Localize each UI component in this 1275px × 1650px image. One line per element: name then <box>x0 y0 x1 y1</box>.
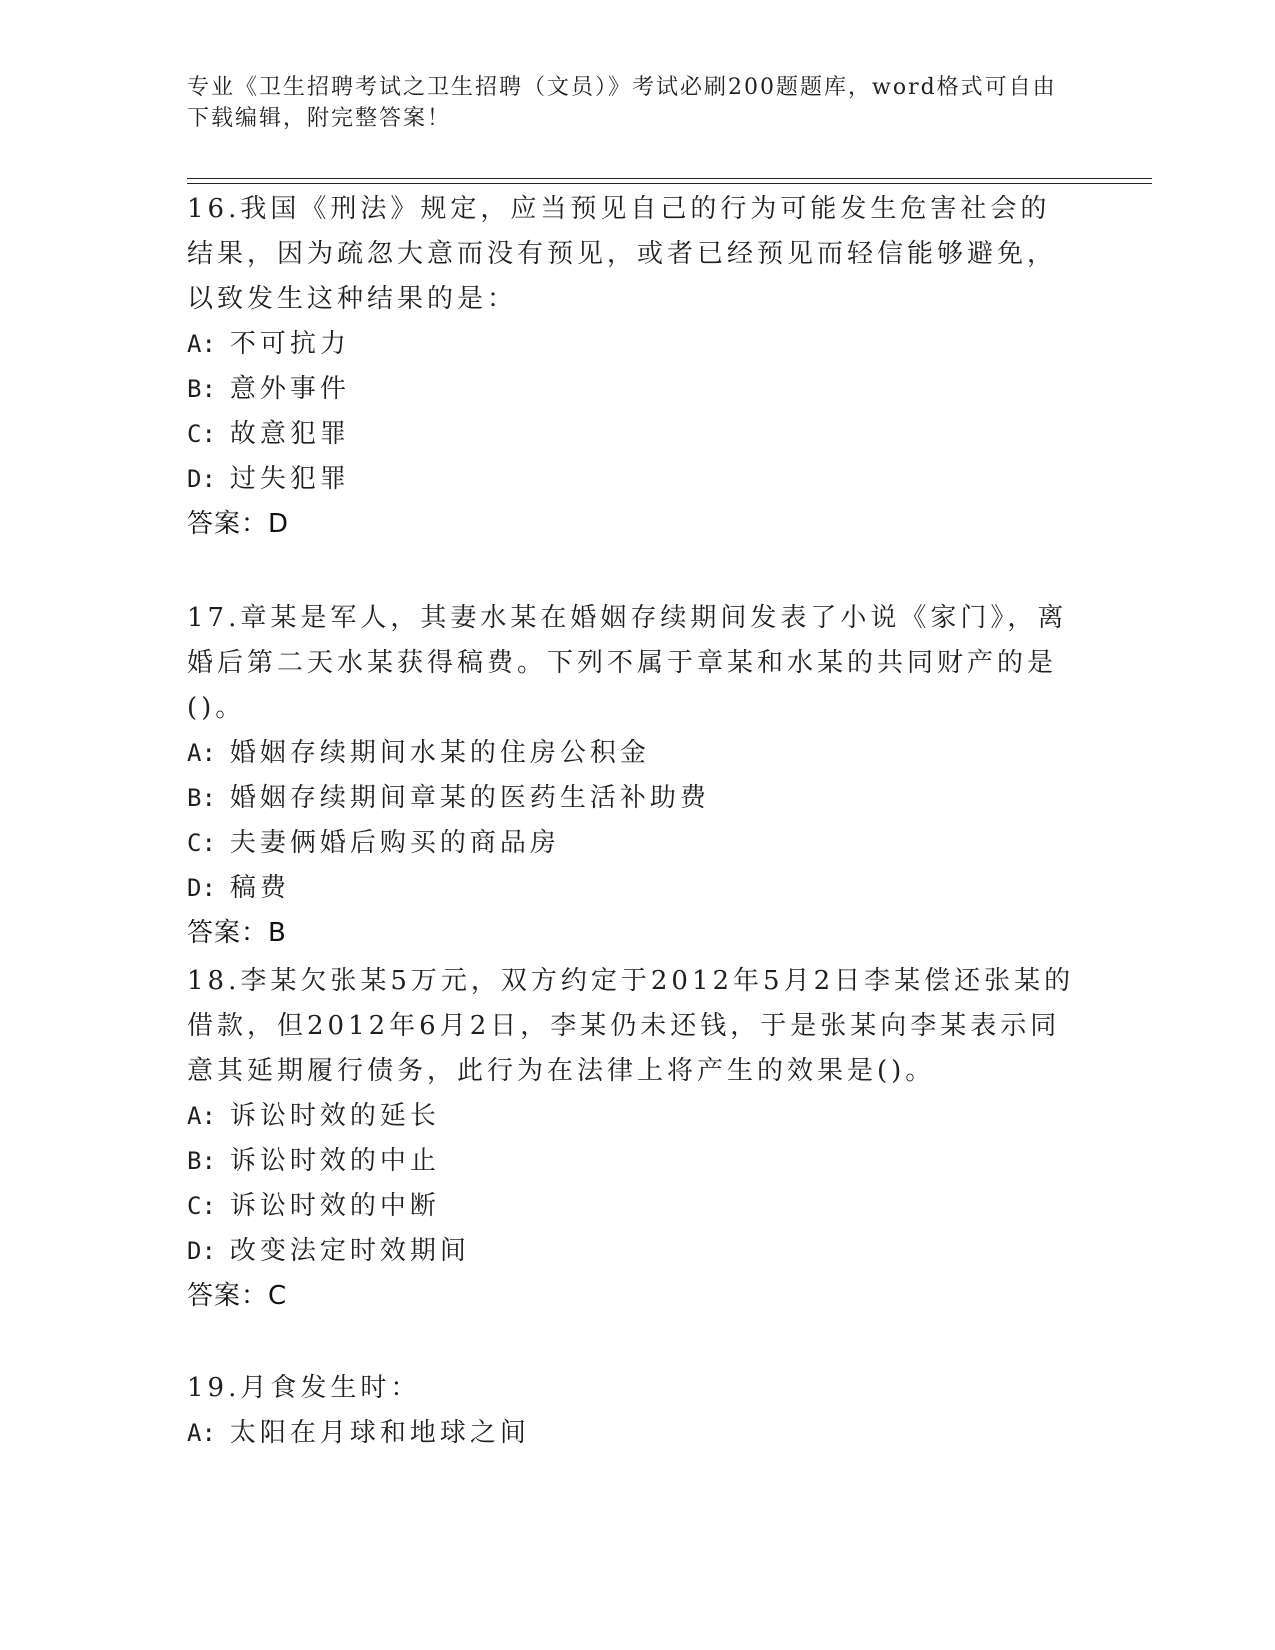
option-key: C: <box>187 1192 216 1220</box>
option-text: 太阳在月球和地球之间 <box>229 1418 530 1448</box>
question-16 <box>187 187 1077 547</box>
option-b <box>187 776 1077 821</box>
question-stem: 16.我国《刑法》规定，应当预见自己的行为可能发生危害社会的结果，因为疏忽大意而没有预见，或者已经预见而轻信能够避免，以致发生这种结果的是： <box>187 194 1058 314</box>
option-text: 诉讼时效的延长 <box>229 1101 440 1131</box>
option-text: 稿费 <box>229 873 290 903</box>
option-key: A: <box>187 1419 216 1447</box>
question-18 <box>187 959 1077 1319</box>
option-b <box>187 367 1077 412</box>
option-key: B: <box>187 784 216 812</box>
option-b <box>187 1139 1077 1184</box>
answer-line: 答案：C <box>187 1281 288 1311</box>
question-stem: 18.李某欠张某5万元，双方约定于2012年5月2日李某偿还张某的借款，但2012年6月2日，李某仍未还钱，于是张某向李某表示同意其延期履行债务，此行为在法律上将产生的效果是()。 <box>187 966 1075 1086</box>
question-19 <box>187 1366 1077 1456</box>
option-key: C: <box>187 829 216 857</box>
option-text: 意外事件 <box>229 374 350 404</box>
option-a <box>187 731 1077 776</box>
option-text: 过失犯罪 <box>229 464 350 494</box>
answer-line: 答案：D <box>187 509 290 539</box>
document-header: 专业《卫生招聘考试之卫生招聘（文员）》考试必刷200题题库，word格式可自由下载编辑，附完整答案！ <box>187 75 1057 131</box>
option-text: 故意犯罪 <box>229 419 350 449</box>
option-key: A: <box>187 330 216 358</box>
option-text: 夫妻俩婚后购买的商品房 <box>229 828 560 858</box>
option-key: C: <box>187 420 216 448</box>
answer-line: 答案：B <box>187 918 287 948</box>
option-c <box>187 1184 1077 1229</box>
option-key: D: <box>187 1237 216 1265</box>
option-text: 婚姻存续期间水某的住房公积金 <box>229 738 650 768</box>
option-c <box>187 821 1077 866</box>
option-key: A: <box>187 739 216 767</box>
option-key: D: <box>187 874 216 902</box>
option-d <box>187 1229 1077 1274</box>
option-key: D: <box>187 465 216 493</box>
option-c <box>187 412 1077 457</box>
option-text: 诉讼时效的中断 <box>229 1191 440 1221</box>
option-key: A: <box>187 1102 216 1130</box>
option-key: B: <box>187 375 216 403</box>
option-text: 婚姻存续期间章某的医药生活补助费 <box>229 783 710 813</box>
question-17 <box>187 596 1077 956</box>
option-d <box>187 457 1077 502</box>
option-d <box>187 866 1077 911</box>
option-a <box>187 1411 1077 1456</box>
option-text: 不可抗力 <box>229 329 350 359</box>
option-text: 改变法定时效期间 <box>229 1236 470 1266</box>
option-key: B: <box>187 1147 216 1175</box>
option-a <box>187 322 1077 367</box>
header-divider <box>187 178 1152 184</box>
option-a <box>187 1094 1077 1139</box>
question-stem: 17.章某是军人，其妻水某在婚姻存续期间发表了小说《家门》，离婚后第二天水某获得稿费。下列不属于章某和水某的共同财产的是()。 <box>187 603 1068 723</box>
question-stem: 19.月食发生时： <box>187 1373 421 1403</box>
option-text: 诉讼时效的中止 <box>229 1146 440 1176</box>
